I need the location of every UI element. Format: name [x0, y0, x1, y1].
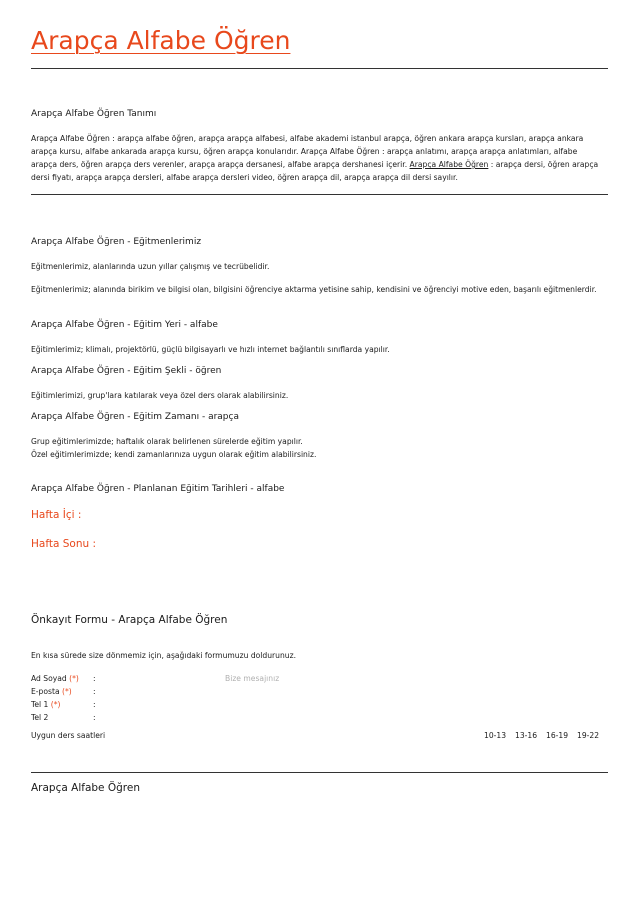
- weekday-label: Hafta İçi :: [31, 509, 82, 521]
- field-label-tel1: Tel 1 (*): [31, 700, 61, 709]
- definition-text: Arapça Alfabe Öğren : arapça alfabe öğren, arapça arapça alfabesi, alfabe akademi istanbul arapça, öğren ankara arapça kursları, arapça ankara arapça kursu, alfabe ankarada arapça kursu, öğren arapça konularıdır. Arapça Alfabe Öğren : arapça anlatımı, arapça arapça anlatımları, alfabe arapça ders, öğren arapça ders verenler, arapça arapça dersanesi, alfabe arapça dershanesi içerir. Arapça Alfabe Öğren : arapça dersi, öğren arapça dersi fiyatı, arapça arapça dersleri, alfabe arapça dersleri video, öğren arapça dil, arapça arapça dil dersi sayılır.: [31, 134, 599, 182]
- instructors-heading: Arapça Alfabe Öğren - Eğitmenlerimiz: [31, 237, 202, 247]
- field-label-email: E-posta (*): [31, 687, 72, 696]
- format-heading: Arapça Alfabe Öğren - Eğitim Şekli - öğren: [31, 366, 222, 376]
- location-heading: Arapça Alfabe Öğren - Eğitim Yeri - alfabe: [31, 320, 218, 330]
- divider: [31, 772, 608, 773]
- instructors-text-2: Eğitmenlerimiz; alanında birikim ve bilgisi olan, bilgisini öğrenciye aktarma yetisine sahip, kendisini ve öğrenciyi motive eden, başarılı eğitmenlerdir.: [31, 285, 597, 294]
- field-label-name: Ad Soyad (*): [31, 674, 79, 683]
- location-text: Eğitimlerimiz; klimalı, projektörlü, güçlü bilgisayarlı ve hızlı internet bağlantılı sınıflarda yapılır.: [31, 345, 390, 354]
- page-title[interactable]: Arapça Alfabe Öğren: [31, 26, 291, 55]
- timing-text-2: Özel eğitimlerimizde; kendi zamanlarınıza uygun olarak eğitim alabilirsiniz.: [31, 450, 317, 459]
- hours-option[interactable]: 10-13: [484, 731, 507, 740]
- required-mark: (*): [62, 687, 72, 696]
- message-textarea[interactable]: Bize mesajınız: [225, 674, 280, 683]
- instructors-text-1: Eğitmenlerimiz, alanlarında uzun yıllar çalışmış ve tecrübelidir.: [31, 262, 270, 271]
- definition-heading: Arapça Alfabe Öğren Tanımı: [31, 109, 157, 119]
- planned-heading: Arapça Alfabe Öğren - Planlanan Eğitim Tarihleri - alfabe: [31, 484, 285, 494]
- required-mark: (*): [69, 674, 79, 683]
- form-intro: En kısa sürede size dönmemiz için, aşağıdaki formumuzu doldurunuz.: [31, 651, 296, 660]
- form-heading: Önkayıt Formu - Arapça Alfabe Öğren: [31, 614, 228, 626]
- definition-link[interactable]: Arapça Alfabe Öğren: [409, 160, 489, 169]
- hours-option[interactable]: 19-22: [577, 731, 600, 740]
- name-input[interactable]: [102, 671, 212, 684]
- field-colon: :: [93, 674, 96, 683]
- field-colon: :: [93, 713, 96, 722]
- divider: [31, 68, 608, 69]
- timing-text-1: Grup eğitimlerimizde; haftalık olarak belirlenen sürelerde eğitim yapılır.: [31, 437, 303, 446]
- weekend-label: Hafta Sonu :: [31, 538, 97, 550]
- tel2-input[interactable]: [102, 710, 212, 723]
- field-label-tel2: Tel 2: [31, 713, 49, 722]
- field-colon: :: [93, 687, 96, 696]
- field-colon: :: [93, 700, 96, 709]
- footer-title: Arapça Alfabe Öğren: [31, 782, 140, 794]
- tel1-input[interactable]: [102, 697, 212, 710]
- required-mark: (*): [50, 700, 61, 709]
- hours-option[interactable]: 16-19: [546, 731, 569, 740]
- divider: [31, 194, 608, 195]
- timing-heading: Arapça Alfabe Öğren - Eğitim Zamanı - arapça: [31, 412, 239, 422]
- email-input[interactable]: [102, 684, 212, 697]
- format-text: Eğitimlerimizi, grup'lara katılarak veya özel ders olarak alabilirsiniz.: [31, 391, 289, 400]
- hours-option[interactable]: 13-16: [515, 731, 538, 740]
- hours-label: Uygun ders saatleri: [31, 731, 106, 740]
